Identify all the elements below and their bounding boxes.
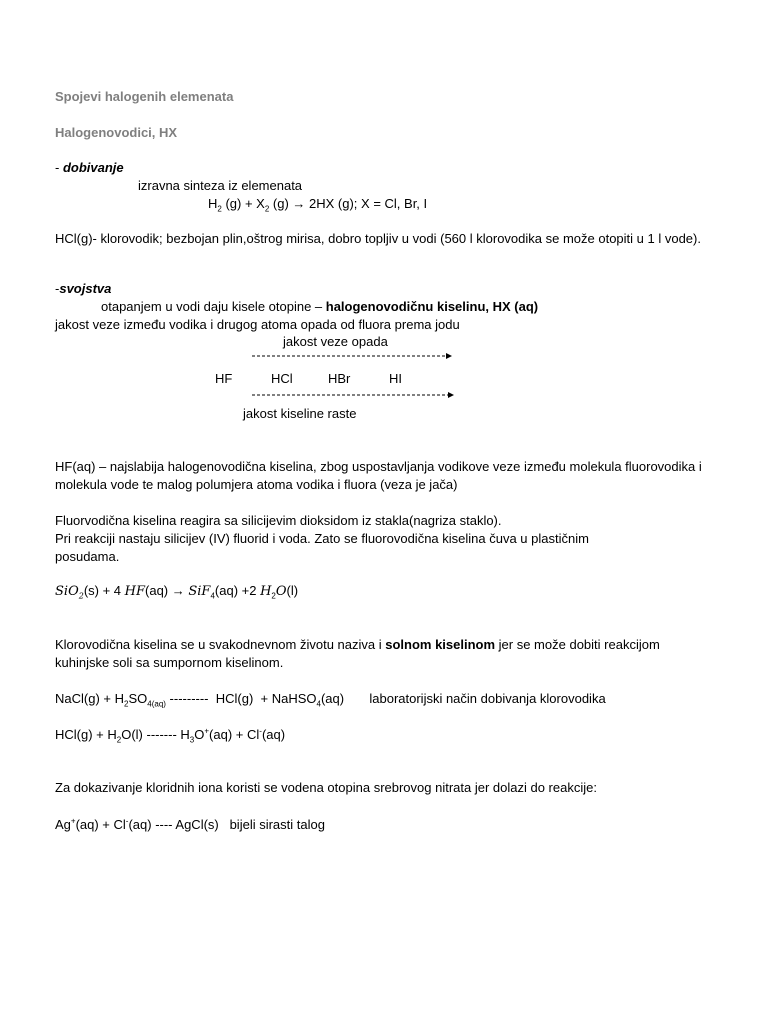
r1-p3: (aq) +2 — [214, 583, 261, 598]
acid-strength-arrow — [250, 389, 465, 401]
r3-sup1: + — [204, 726, 210, 736]
r2-p1: NaCl(g) + H — [55, 691, 124, 706]
eq-h2-sub: 2 — [217, 204, 222, 214]
svojstva-line1 — [101, 298, 538, 316]
r3-p2: O(l) ------- H — [121, 727, 190, 742]
solna-bold: solnom kiselinom — [385, 637, 496, 652]
r1-sif4: SiF — [188, 584, 211, 599]
r3-p3: O — [194, 727, 205, 742]
hf-paragraph: HF(aq) – najslabija halogenovodična kiselina, zbog uspostavljanja vodikove veze između molekula fluorovodika i molekula vode te malog polumjera atoma vodika i fluora (veza je jača) — [55, 459, 702, 492]
eq-mid: (g) + X — [221, 196, 265, 211]
eq-x2-sub: 2 — [264, 204, 270, 214]
solna-paragraph — [55, 636, 715, 672]
dobivanje-heading — [55, 159, 124, 177]
r4-sup2: - — [125, 816, 129, 826]
r3-p1: HCl(g) + H — [55, 727, 117, 742]
r1-p1: (s) + 4 — [83, 583, 125, 598]
svojstva-line2: jakost veze između vodika i drugog atoma opada od fluora prema jodu — [55, 317, 460, 332]
r3-p5: (aq) — [261, 727, 286, 742]
r4-p1: Ag — [55, 817, 71, 832]
nacl-reaction — [55, 690, 606, 708]
acid-hi: HI — [389, 371, 402, 386]
solna-p1: Klorovodična kiselina se u svakodnevnom životu naziva i — [55, 637, 386, 652]
r1-h2o-sub: 2 — [271, 591, 276, 601]
agcl-reaction — [55, 816, 325, 834]
acid-hcl: HCl — [271, 371, 293, 386]
dobivanje-text: izravna sinteza iz elemenata — [138, 178, 303, 193]
r1-sif4-sub: 4 — [210, 591, 215, 601]
acid-strength-label: jakost kiseline raste — [243, 406, 357, 421]
bond-strength-label: jakost veze opada — [283, 334, 388, 349]
r1-h2o-h: H — [260, 584, 272, 599]
sio2-reaction — [55, 582, 298, 601]
r1-p4: (l) — [286, 583, 299, 598]
chloride-test-text: Za dokazivanje kloridnih iona koristi se vodena otopina srebrovog nitrata jer dolazi do reakcije: — [55, 780, 597, 795]
r3-sub1: 2 — [116, 735, 122, 745]
r1-sio2: SiO — [55, 584, 79, 599]
acid-hbr: HBr — [328, 371, 351, 386]
svojstva-dash: - — [55, 281, 60, 296]
hcl-water-reaction — [55, 726, 285, 744]
svojstva-line1-plain: otapanjem u vodi daju kisele otopine – — [101, 299, 326, 314]
r4-sup1: + — [70, 816, 76, 826]
fluoro-line1: Fluorvodična kiselina reagira sa silicijevim dioksidom iz stakla(nagriza staklo). — [55, 513, 502, 528]
svojstva-label: svojstva — [59, 281, 112, 296]
svojstva-heading — [55, 280, 111, 298]
r2-sub3: 4 — [316, 699, 321, 709]
svojstva-line1-bold: halogenovodičnu kiselinu, HX (aq) — [325, 299, 539, 314]
section-heading: Halogenovodici, HX — [55, 125, 178, 140]
dobivanje-label: dobivanje — [62, 160, 124, 175]
r3-sup2: - — [259, 726, 262, 736]
r4-p2: (aq) + Cl — [75, 817, 126, 832]
r3-sub2: 3 — [189, 735, 195, 745]
r1-sio2-sub: 2 — [78, 591, 84, 601]
dobivanje-dash: - — [55, 160, 63, 175]
r2-p3: --------- HCl(g) + NaHSO — [165, 691, 317, 706]
r1-h2o-o: O — [275, 584, 287, 599]
r1-hf: HF — [124, 584, 146, 599]
r2-sub1: 2 — [124, 699, 129, 709]
r1-p2: (aq) → — [145, 583, 189, 598]
solna-p2: jer se može dobiti reakcijom kuhinjske soli sa sumpornom kiselinom. — [55, 637, 660, 670]
r2-p2: SO — [128, 691, 148, 706]
synthesis-equation — [208, 195, 427, 213]
eq-h2: H — [208, 196, 218, 211]
r2-p4: (aq) laboratorijski način dobivanja klorovodika — [320, 691, 606, 706]
r3-p4: (aq) + Cl — [209, 727, 260, 742]
r4-p3: (aq) ---- AgCl(s) bijeli sirasti talog — [128, 817, 325, 832]
eq-rest: (g) → 2HX (g); X = Cl, Br, I — [269, 196, 428, 211]
bond-strength-arrow — [250, 350, 460, 362]
acid-hf: HF — [215, 371, 233, 386]
hcl-description: HCl(g)- klorovodik; bezbojan plin,oštrog mirisa, dobro topljiv u vodi (560 l klorovodika se može otopiti u 1 l vode). — [55, 231, 701, 246]
r2-sub2: 4(aq) — [147, 699, 166, 709]
document-title: Spojevi halogenih elemenata — [55, 89, 234, 104]
fluoro-line2: Pri reakciji nastaju silicijev (IV) fluorid i voda. Zato se fluorovodična kiselina čuva u plastičnim posudama. — [55, 531, 589, 564]
